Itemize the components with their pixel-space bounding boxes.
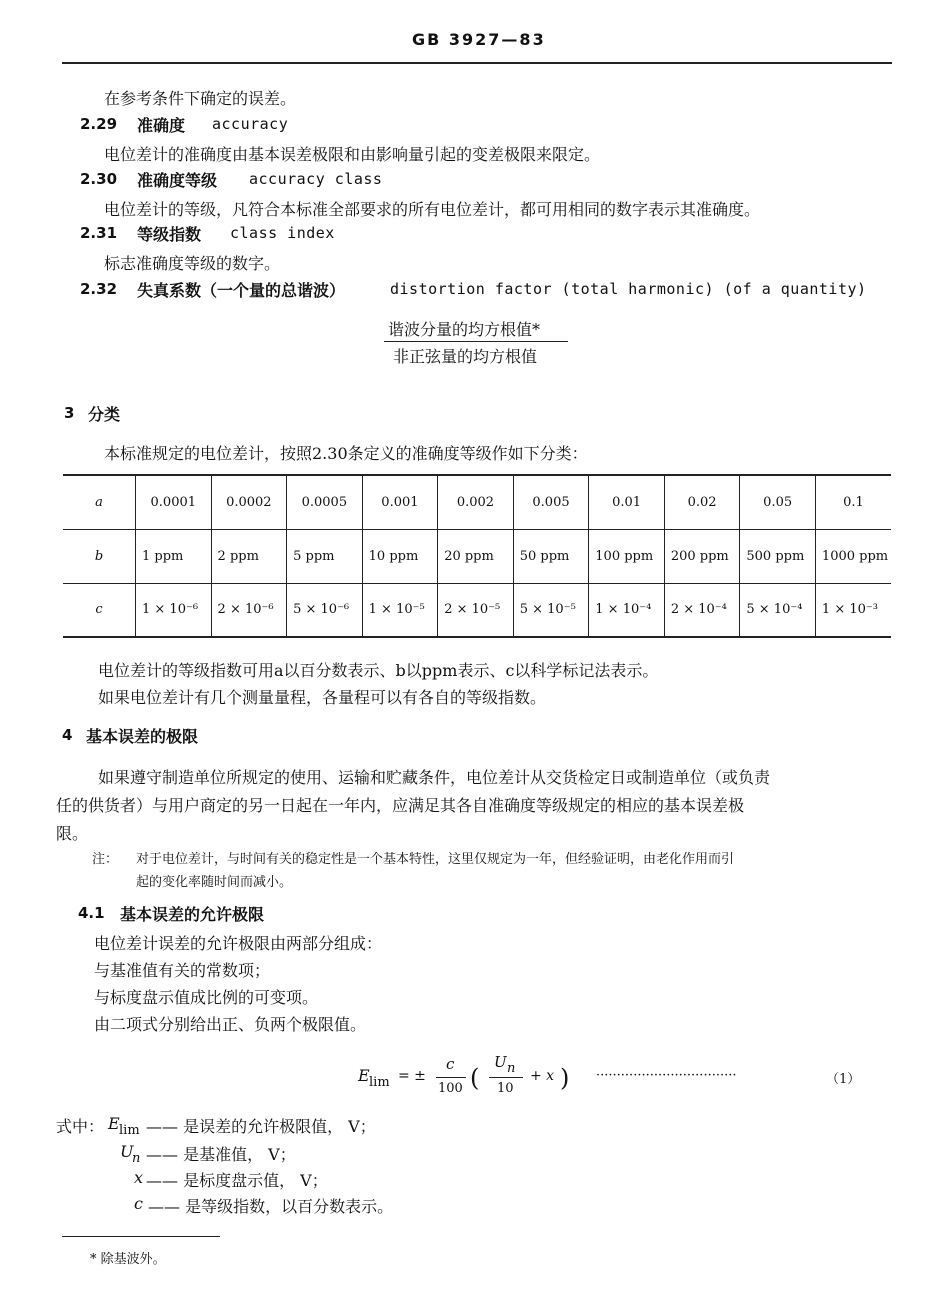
def-2-31-number: 2.31 — [80, 224, 118, 242]
where-sym-4: c — [134, 1194, 143, 1213]
table-cell: 5 × 10⁻⁶ — [287, 583, 363, 637]
formula-leader: ·································· — [596, 1068, 737, 1083]
row-label-b: b — [63, 529, 136, 583]
table-cell: 20 ppm — [438, 529, 514, 583]
formula-label: （1） — [826, 1072, 861, 1087]
table-cell: 1 × 10⁻⁴ — [589, 583, 665, 637]
table-cell: 5 × 10⁻⁵ — [513, 583, 589, 637]
formula-e-sub: lim — [369, 1075, 390, 1090]
formula-un-sub: n — [507, 1061, 516, 1076]
table-cell: 0.001 — [362, 475, 438, 529]
intro-line: 在参考条件下确定的误差。 — [104, 89, 297, 108]
table-cell: 2 × 10⁻⁶ — [211, 583, 287, 637]
table-cell: 10 ppm — [362, 529, 438, 583]
table-row-a — [63, 475, 891, 529]
where-desc-1: —— 是误差的允许极限值， V； — [146, 1117, 376, 1136]
formula-e: E — [358, 1066, 370, 1085]
where-desc-3: —— 是标度盘示值， V； — [146, 1171, 328, 1190]
header-rule — [62, 62, 892, 64]
def-2-30-term: 准确度等级 — [137, 171, 218, 190]
table-cell: 500 ppm — [740, 529, 816, 583]
table-cell: 0.005 — [513, 475, 589, 529]
section-4-number: 4 — [62, 726, 73, 744]
formula-un: U — [494, 1053, 507, 1071]
def-2-30-body: 电位差计的等级，凡符合本标准全部要求的所有电位差计，都可用相同的数字表示其准确度。 — [104, 200, 761, 219]
def-2-32-english: distortion factor (total harmonic) (of a quantity) — [390, 280, 867, 298]
section-3-title: 分类 — [88, 405, 121, 424]
where-sym-1: E — [108, 1114, 120, 1133]
subsection-line-2: 与基准值有关的常数项； — [94, 961, 271, 980]
fraction-line — [384, 341, 568, 342]
def-2-31-english: class index — [230, 224, 335, 242]
where-prefix: 式中： — [56, 1117, 105, 1136]
def-2-29-term: 准确度 — [137, 116, 186, 135]
formula-c: c — [446, 1055, 455, 1073]
table-cell: 0.01 — [589, 475, 665, 529]
table-cell: 0.02 — [664, 475, 740, 529]
def-2-29-body: 电位差计的准确度由基本误差极限和由影响量引起的变差极限来限定。 — [104, 145, 601, 164]
formula-frac-line-1 — [436, 1077, 466, 1078]
note-line-2: 起的变化率随时间而减小。 — [136, 875, 293, 890]
formula-close-paren: ) — [560, 1064, 570, 1092]
table-cell: 200 ppm — [664, 529, 740, 583]
table-cell: 1 ppm — [136, 529, 212, 583]
table-cell: 1 × 10⁻⁶ — [136, 583, 212, 637]
note-label: 注： — [92, 852, 119, 867]
formula-100: 100 — [438, 1081, 463, 1096]
table-cell: 0.002 — [438, 475, 514, 529]
def-2-30-number: 2.30 — [80, 170, 118, 188]
def-2-29-number: 2.29 — [80, 115, 118, 133]
table-cell: 100 ppm — [589, 529, 665, 583]
where-sym-2-sub: n — [132, 1151, 141, 1166]
formula-open-paren: ( — [470, 1064, 480, 1092]
footnote-rule — [62, 1236, 220, 1237]
where-sym-1-sub: lim — [119, 1123, 140, 1138]
where-sym-3: x — [134, 1168, 144, 1187]
section-3-after-1: 电位差计的等级指数可用a以百分数表示、b以ppm表示、c以科学标记法表示。 — [98, 661, 659, 680]
table-cell: 50 ppm — [513, 529, 589, 583]
row-label-a: a — [95, 494, 103, 510]
def-2-30-english: accuracy class — [249, 170, 383, 188]
table-cell: 0.0005 — [287, 475, 363, 529]
table-cell: 5 ppm — [287, 529, 363, 583]
table-cell: 2 × 10⁻⁴ — [664, 583, 740, 637]
def-2-29-english: accuracy — [212, 115, 289, 133]
footnote: * 除基波外。 — [90, 1252, 166, 1267]
table-cell: 1 × 10⁻³ — [815, 583, 891, 637]
where-desc-2: —— 是基准值， V； — [146, 1145, 296, 1164]
section-4-para-2: 任的供货者）与用户商定的另一日起在一年内，应满足其各自准确度等级规定的相应的基本误差极 — [56, 796, 745, 815]
formula-plus-x: + x — [530, 1068, 555, 1084]
table-row-c — [63, 583, 891, 637]
def-2-31-term: 等级指数 — [137, 225, 202, 244]
subsection-4-1-title: 基本误差的允许极限 — [120, 905, 265, 924]
where-desc-4: —— 是等级指数，以百分数表示。 — [148, 1197, 394, 1216]
table-cell: 0.0001 — [136, 475, 212, 529]
table-cell: 2 × 10⁻⁵ — [438, 583, 514, 637]
section-4-para-1: 如果遵守制造单位所规定的使用、运输和贮藏条件，电位差计从交货检定日或制造单位（或负责 — [98, 768, 771, 787]
table-cell: 2 ppm — [211, 529, 287, 583]
subsection-line-4: 由二项式分别给出正、负两个极限值。 — [94, 1015, 367, 1034]
def-2-31-body: 标志准确度等级的数字。 — [104, 254, 281, 273]
distortion-numerator: 谐波分量的均方根值* — [388, 320, 541, 339]
section-3-after-2: 如果电位差计有几个测量量程，各量程可以有各自的等级指数。 — [98, 688, 547, 707]
section-3-intro: 本标准规定的电位差计，按照2.30条定义的准确度等级作如下分类： — [104, 444, 588, 463]
table-cell: 0.1 — [815, 475, 891, 529]
subsection-line-1: 电位差计误差的允许极限由两部分组成： — [94, 934, 383, 953]
table-cell: 0.0002 — [211, 475, 287, 529]
distortion-denominator: 非正弦量的均方根值 — [393, 347, 538, 366]
row-label-c: c — [63, 583, 136, 637]
def-2-32-number: 2.32 — [80, 280, 118, 298]
section-3-number: 3 — [64, 404, 75, 422]
def-2-32-term: 失真系数（一个量的总谐波） — [137, 281, 346, 300]
section-4-title: 基本误差的极限 — [86, 727, 199, 746]
table-cell: 1000 ppm — [815, 529, 891, 583]
table-cell: 1 × 10⁻⁵ — [362, 583, 438, 637]
section-4-para-3: 限。 — [56, 824, 89, 843]
table-row-b — [63, 529, 891, 583]
subsection-4-1-number: 4.1 — [78, 904, 105, 922]
formula-equals-pm: = ± — [398, 1068, 426, 1084]
class-index-table — [63, 474, 891, 638]
formula-10: 10 — [497, 1081, 514, 1096]
note-line-1: 对于电位差计，与时间有关的稳定性是一个基本特性，这里仅规定为一年，但经验证明，由老化作用而引 — [136, 852, 735, 867]
formula-frac-line-2 — [489, 1077, 523, 1078]
subsection-line-3: 与标度盘示值成比例的可变项。 — [94, 988, 319, 1007]
standard-number: GB 3927—83 — [412, 30, 546, 49]
table-cell: 0.05 — [740, 475, 816, 529]
where-sym-2: U — [120, 1142, 134, 1161]
table-cell: 5 × 10⁻⁴ — [740, 583, 816, 637]
